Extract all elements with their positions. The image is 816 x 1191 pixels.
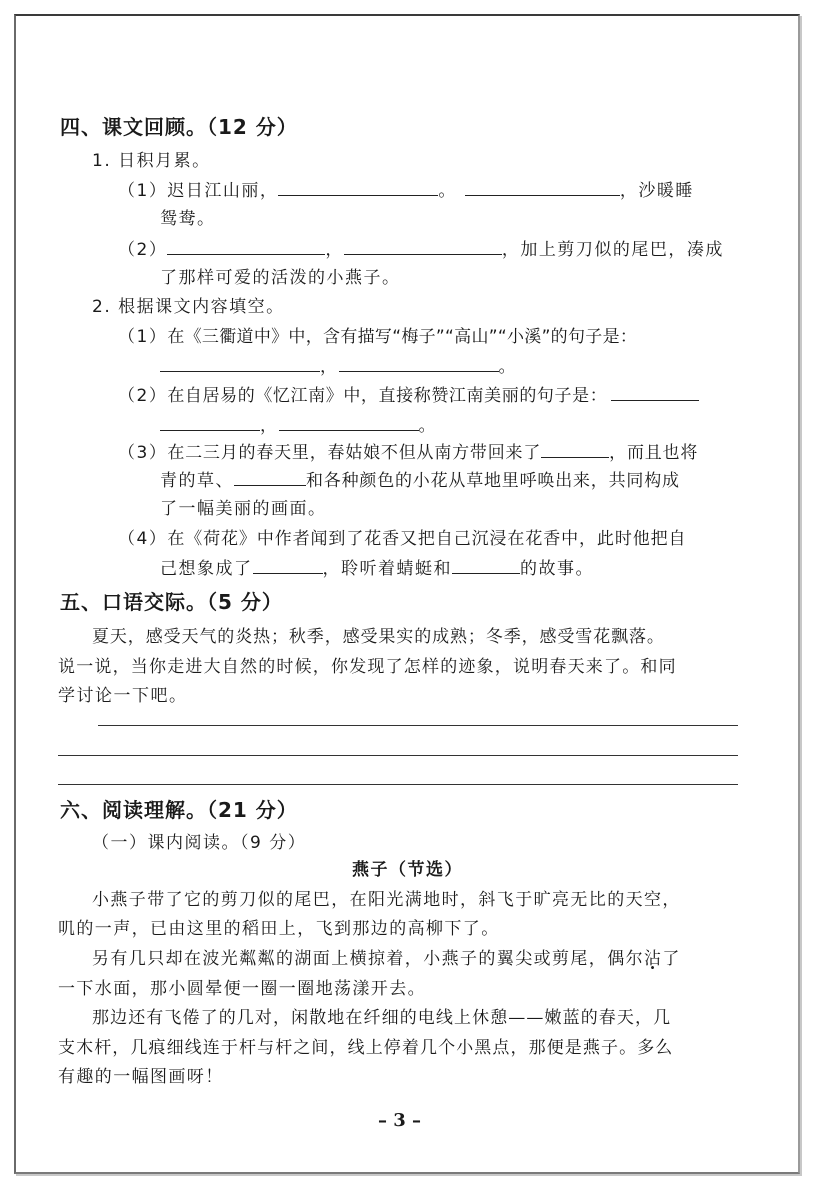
answer-blank[interactable] [234,484,306,486]
section-6-title: 六、阅读理解。（21 分） [60,798,298,822]
answer-blank[interactable] [611,399,699,401]
answer-blank[interactable] [160,370,320,372]
item-text: ， [325,240,344,260]
emphasized-char: 沾 [644,949,663,969]
item-number: （3） [118,443,168,463]
answer-blank[interactable] [253,572,323,574]
item-text: 。 [438,181,457,201]
q2-item3-cont [160,466,680,491]
answer-blank[interactable] [452,572,520,574]
item-text: 在自居易的《忆江南》中，直接称赞江南美丽的句子是： [167,386,608,406]
section-4-title: 四、课文回顾。（12 分） [60,115,298,139]
item-text: 在二三月的春天里，春姑娘不但从南方带回来了 [167,443,542,463]
q1-label: 1. 日积月累。 [92,151,211,171]
page-number: – 3 – [378,1110,422,1131]
q2-item4 [118,524,686,549]
section-5-prompt-line: 夏天，感受天气的炎热；秋季，感受果实的成熟；冬季，感受雪花飘落。 [92,627,665,647]
section-5-title: 五、口语交际。（5 分） [60,590,283,614]
q1-item1 [118,176,694,201]
answer-blank[interactable] [160,429,260,431]
q2-item3 [118,438,698,463]
item-text: 的故事。 [520,559,594,579]
answer-blank[interactable] [167,253,325,255]
answer-line[interactable] [58,784,738,785]
passage-line: 支木杆，几痕细线连于杆与杆之间，线上停着几个小黑点，那便是燕子。多么 [58,1038,674,1058]
item-number: （1） [118,327,168,347]
passage-line: 小燕子带了它的剪刀似的尾巴，在阳光满地时，斜飞于旷亮无比的天空， [92,890,681,910]
q2-item4-cont [160,554,594,579]
item-text: ，沙暖睡 [619,181,694,201]
item-text: ，聆听着蜻蜓和 [322,559,452,579]
passage-line: 有趣的一幅图画呀！ [58,1067,224,1087]
item-text: 在《荷花》中作者闻到了花香又把自己沉浸在花香中，此时他把自 [167,529,687,549]
subsection-label: （一）课内阅读。（9 分） [92,833,307,853]
answer-blank[interactable] [278,194,438,196]
item-text: 青的草、 [160,471,234,491]
passage-title: 燕子（节选） [352,860,463,880]
item-number: （1） [118,181,168,201]
item-text: 和各种颜色的小花从草地里呼唤出来，共同构成 [306,471,680,491]
passage-line [92,944,681,969]
answer-blank[interactable] [339,370,499,372]
item-text: 在《三衢道中》中，含有描写“梅子”“高山”“小溪”的句子是： [167,327,638,347]
answer-line[interactable] [58,755,738,756]
item-text: 。 [418,416,437,436]
item-text: 己想象成了 [160,559,253,579]
passage-line: 那边还有飞倦了的几对，闲散地在纤细的电线上休憩——嫩蓝的春天，几 [92,1008,672,1028]
q2-item1-cont [160,352,517,377]
item-number: （4） [118,529,168,549]
item-number: （2） [118,240,168,260]
answer-blank[interactable] [541,456,609,458]
q2-item2 [118,381,699,406]
answer-blank[interactable] [279,429,419,431]
answer-blank[interactable] [344,253,502,255]
passage-line: 一下水面，那小圆晕便一圈一圈地荡漾开去。 [58,979,426,999]
item-text: ， [260,416,279,436]
item-text: ，加上剪刀似的尾巴，凑成 [501,240,724,260]
item-text: 。 [498,357,517,377]
q2-item1 [118,322,637,347]
passage-text: 另有几只却在波光粼粼的湖面上横掠着，小燕子的翼尖或剪尾，偶尔 [92,949,644,969]
section-5-prompt-line: 学讨论一下吧。 [58,686,188,706]
passage-text: 了 [662,949,681,969]
q1-item2-cont: 了那样可爱的活泼的小燕子。 [160,268,401,288]
q1-item1-cont: 鸳鸯。 [160,209,216,229]
item-text: ，而且也将 [609,443,699,463]
item-number: （2） [118,386,168,406]
item-text: 迟日江山丽， [167,181,279,201]
section-5-prompt-line: 说一说，当你走进大自然的时候，你发现了怎样的迹象，说明春天来了。和同 [58,657,677,677]
answer-blank[interactable] [465,194,620,196]
q2-label: 2. 根据课文内容填空。 [92,297,285,317]
q2-item2-cont [160,411,437,436]
item-text: ， [320,357,339,377]
q2-item3-cont2: 了一幅美丽的画面。 [160,499,327,519]
q1-item2 [118,235,724,260]
passage-line: 叽的一声，已由这里的稻田上，飞到那边的高柳下了。 [58,919,500,939]
answer-line[interactable] [98,725,738,726]
